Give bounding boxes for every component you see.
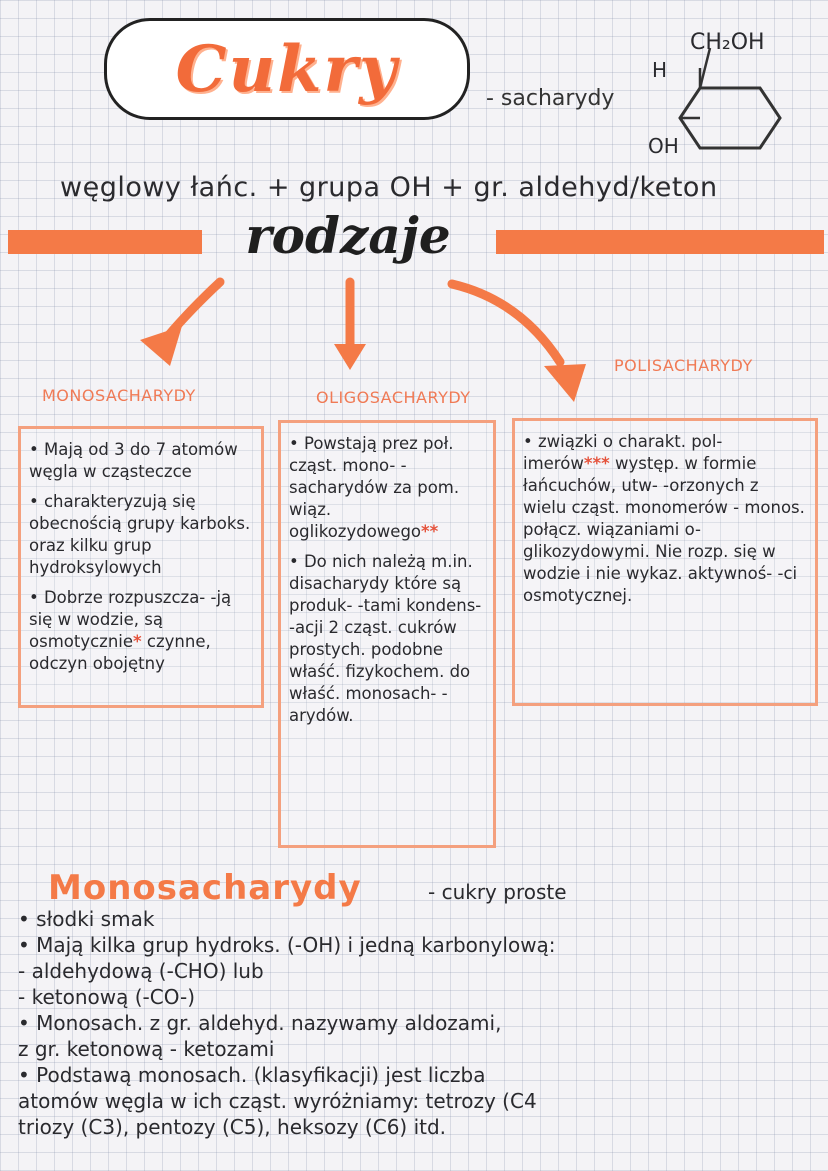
page-subtitle: - sacharydy bbox=[486, 86, 615, 111]
poli-point-1a: • związki o charakt. pol- imerów bbox=[523, 432, 723, 473]
note-line: • Mają kilka grup hydroks. (-OH) i jedną karbonylową: bbox=[18, 933, 556, 957]
oligo-point-1-text: • Powstają prez poł. cząst. mono- -sacharydów za pom. wiąz. oglikozydowego bbox=[289, 434, 460, 541]
definition-line: węglowy łańc. + grupa OH + gr. aldehyd/keton bbox=[60, 172, 718, 203]
formula-ch2oh-label: CH₂OH bbox=[690, 30, 765, 55]
note-line: • Podstawą monosach. (klasyfikacji) jest liczba bbox=[18, 1063, 486, 1087]
note-line: • Monosach. z gr. aldehyd. nazywamy aldozami, bbox=[18, 1011, 502, 1035]
section-subtitle: - cukry proste bbox=[428, 880, 567, 904]
category-label-oligo: OLIGOSACHARYDY bbox=[316, 388, 471, 407]
banner-stripe-right bbox=[496, 230, 824, 254]
arrow-to-poli-icon bbox=[452, 284, 586, 402]
footnote-star: ** bbox=[421, 522, 439, 541]
page-title: Cukry bbox=[175, 31, 399, 107]
note-line: - aldehydową (-CHO) lub bbox=[18, 959, 264, 983]
mono-point-2: • charakteryzują się obecnością grupy karboks. oraz kilku grup hydroksylowych bbox=[29, 492, 251, 577]
mono-point-3-end: czynne, odczyn obojętny bbox=[29, 632, 211, 673]
formula-oh-label: OH bbox=[648, 134, 679, 158]
box-monosaccharides bbox=[18, 426, 264, 708]
poli-point-1 bbox=[523, 431, 807, 607]
oligo-point-2: • Do nich należą m.in. disacharydy które są produk- -tami kondens- -acji 2 cząst. cukrów prostych. podobne właść. fizykochem. do właść. monosach- -arydów. bbox=[289, 552, 482, 725]
mono-point-1: • Mają od 3 do 7 atomów węgla w cząsteczce bbox=[29, 440, 238, 481]
notes-list bbox=[18, 906, 818, 1140]
footnote-star: *** bbox=[583, 454, 610, 473]
note-line: z gr. ketonową - ketozami bbox=[18, 1037, 275, 1061]
note-line: - ketonową (-CO-) bbox=[18, 985, 196, 1009]
poli-point-1b: występ. w formie łańcuchów, utw- -orzonych z wielu cząst. monomerów - monos. połącz. wiązaniami o-glikozydowymi. Nie rozp. się w wodzie i nie wykaz. aktywnoś- -ci osmotycznej. bbox=[523, 454, 805, 605]
section-title: Monosacharydy bbox=[48, 868, 362, 908]
box-oligosaccharides bbox=[278, 420, 496, 848]
category-label-poli: POLISACHARYDY bbox=[614, 356, 753, 375]
note-line: atomów węgla w ich cząst. wyróżniamy: tetrozy (C4 bbox=[18, 1089, 537, 1113]
banner-title: rodzaje bbox=[245, 206, 451, 265]
note-line: triozy (C3), pentozy (C5), heksozy (C6) itd. bbox=[18, 1115, 447, 1139]
category-label-mono: MONOSACHARYDY bbox=[42, 386, 196, 405]
mono-point-3-text: • Dobrze rozpuszcza- -ją się w wodzie, są osmotycznie bbox=[29, 588, 232, 651]
banner-stripe-left bbox=[8, 230, 202, 254]
oligo-point-1 bbox=[289, 433, 485, 543]
footnote-star: * bbox=[133, 632, 142, 651]
arrow-to-oligo-icon bbox=[334, 282, 366, 370]
formula-h-label: H bbox=[652, 58, 668, 82]
title-bubble bbox=[104, 18, 470, 120]
arrow-to-mono-icon bbox=[140, 282, 220, 366]
note-line: • słodki smak bbox=[18, 907, 155, 931]
box-polysaccharides bbox=[512, 418, 818, 706]
mono-point-3 bbox=[29, 587, 253, 675]
